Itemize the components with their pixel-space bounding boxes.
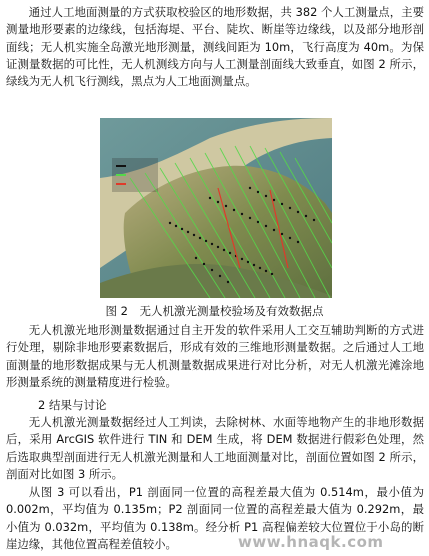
figure-caption: 图 2 无人机激光测量校验场及有效数据点	[105, 304, 324, 318]
aerial-map-graphic	[100, 118, 332, 298]
results-paragraph: 无人机激光测量数据经过人工判读，去除树林、水面等地物产生的非地形数据后，采用 ArcGIS 软件进行 TIN 和 DEM 生成，将 DEM 数据进行假彩色处理，然后选取典型剖面进行无人机激光测量和人工地面测量对比，剖面位置如图 2 所示，剖面对比如图 3 所示。	[6, 415, 424, 481]
analysis-paragraph: 从图 3 可以看出，P1 剖面同一位置的高程差最大值为 0.514m，最小值为 0.002m，平均值为 0.135m；P2 剖面同一位置的高程差最大值为 0.292m，最小值为 0.032m，平均值为 0.138m。经分析 P1 高程偏差较大位置位于小岛的断崖边缘，其他位置高程差值较小。	[6, 485, 424, 551]
intro-paragraph: 通过人工地面测量的方式获取校验区的地形数据，共 382 个人工测量点，主要测量地形要素的边缘线，包括海堤、平台、陡坎、断崖等边缘线，以及部分地形剖面线；无人机实施全岛激光地形测量，测线间距为 10m，飞行高度为 40m。为保证测量数据的可比性，无人机测线方向与人工测量剖面线大致垂直，如图 2 所示，绿线为无人机飞行测线，黑点为人工地面测量点。	[6, 5, 424, 89]
section-heading: 2 结果与讨论	[38, 398, 107, 412]
site-watermark: www.hnaqk.com	[238, 533, 384, 551]
figure-2-aerial-image	[100, 118, 332, 298]
processing-paragraph: 无人机激光地形测量数据通过自主开发的软件采用人工交互辅助判断的方式进行处理，剔除非地形要素数据后，形成有效的三维地形测量数据。之后通过人工地面测量的地形数据成果与无人机测量数据成果进行对比分析，对无人机激光滩涂地形测量系统的测量精度进行检验。	[6, 323, 424, 389]
